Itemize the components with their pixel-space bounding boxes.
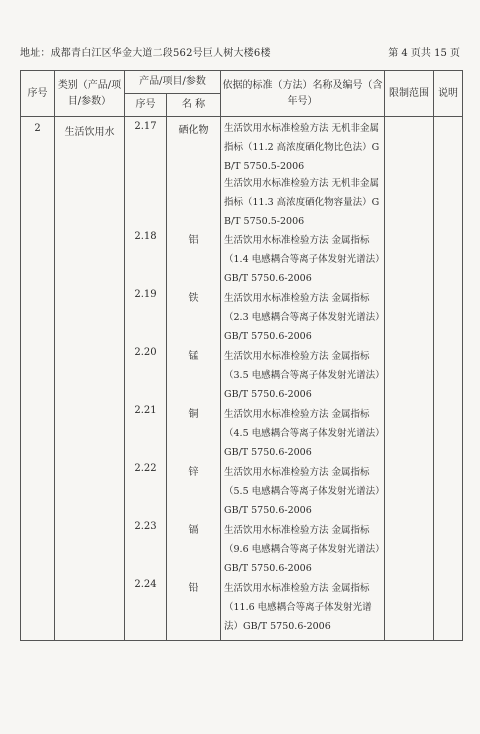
header-limit: 限制范围 (385, 71, 434, 117)
item-name: 铜 (188, 409, 199, 420)
row-serial: 2 (21, 117, 55, 641)
header-product-group: 产品/项目/参数 (125, 71, 221, 94)
standard-column (221, 117, 385, 641)
item-name: 镉 (188, 525, 199, 536)
table-header-row (21, 71, 463, 94)
item-number: 2.23 (134, 521, 157, 532)
standard-text: 生活饮用水标准检验方法 无机非金属指标（11.3 高浓度硒化物容量法）GB/T 5750.5-2006 (224, 178, 380, 227)
standards-table (20, 70, 463, 641)
item-number: 2.19 (134, 289, 157, 300)
standard-text: 生活饮用水标准检验方法 金属指标（9.6 电感耦合等离子体发射光谱法）GB/T 5750.6-2006 (224, 525, 380, 574)
item-number: 2.17 (134, 121, 157, 132)
item-number: 2.22 (134, 463, 157, 474)
standard-text: 生活饮用水标准检验方法 金属指标（1.4 电感耦合等离子体发射光谱法）GB/T 5750.6-2006 (224, 235, 380, 284)
note-cell (434, 117, 463, 641)
item-name: 铝 (188, 235, 199, 246)
item-name: 硒化物 (178, 125, 209, 136)
item-no-column (125, 117, 167, 641)
item-name: 铁 (188, 293, 199, 304)
header-item-no: 序号 (125, 94, 167, 117)
header-category: 类别（产品/项目/参数） (55, 71, 125, 117)
item-number: 2.20 (134, 347, 157, 358)
standard-text: 生活饮用水标准检验方法 金属指标（2.3 电感耦合等离子体发射光谱法）GB/T 5750.6-2006 (224, 293, 380, 342)
row-category: 生活饮用水 (55, 117, 125, 641)
item-name: 锌 (188, 467, 199, 478)
item-number: 2.18 (134, 231, 157, 242)
item-name: 锰 (188, 351, 199, 362)
page-header (0, 0, 480, 60)
item-number: 2.24 (134, 579, 157, 590)
standard-text: 生活饮用水标准检验方法 金属指标（3.5 电感耦合等离子体发射光谱法）GB/T 5750.6-2006 (224, 351, 380, 400)
item-name: 铅 (188, 583, 199, 594)
table-row (21, 117, 463, 641)
standard-text: 生活饮用水标准检验方法 无机非金属指标（11.2 高浓度硒化物比色法）GB/T 5750.5-2006 (224, 123, 380, 172)
standard-text: 生活饮用水标准检验方法 金属指标（11.6 电感耦合等离子体发射光谱法）GB/T 5750.6-2006 (224, 583, 372, 632)
header-standard: 依据的标准（方法）名称及编号（含年号） (221, 71, 385, 117)
standard-text: 生活饮用水标准检验方法 金属指标（5.5 电感耦合等离子体发射光谱法）GB/T 5750.6-2006 (224, 467, 380, 516)
header-note: 说明 (434, 71, 463, 117)
standard-text: 生活饮用水标准检验方法 金属指标（4.5 电感耦合等离子体发射光谱法）GB/T 5750.6-2006 (224, 409, 380, 458)
item-name-column (167, 117, 221, 641)
address-text: 地址：成都青白江区华金大道二段562号巨人树大楼6楼 (20, 48, 271, 59)
item-number: 2.21 (134, 405, 157, 416)
header-item-name: 名 称 (167, 94, 221, 117)
header-serial: 序号 (21, 71, 55, 117)
page-number: 第 4 页共 15 页 (388, 48, 460, 59)
limit-cell (385, 117, 434, 641)
